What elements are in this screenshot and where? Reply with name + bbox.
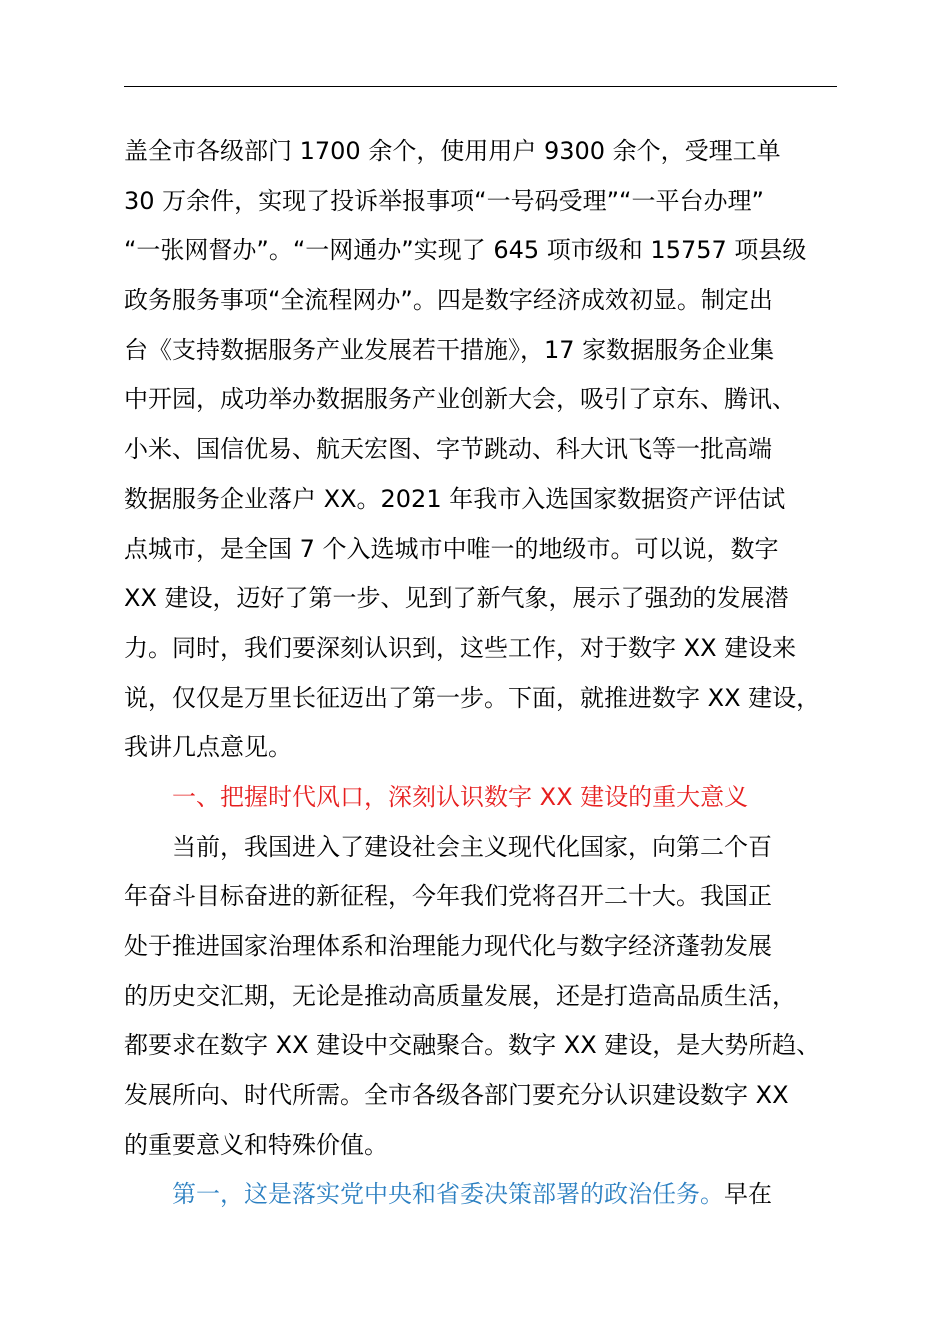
paragraph-line: 当前，我国进入了建设社会主义现代化国家，向第二个百 <box>172 832 772 861</box>
paragraph-line: 处于推进国家治理体系和治理能力现代化与数字经济蓬勃发展 <box>124 932 772 960</box>
paragraph-line: 点城市，是全国 7 个入选城市中唯一的地级市。可以说，数字 <box>124 534 779 563</box>
paragraph-line: 年奋斗目标奋进的新征程，今年我们党将召开二十大。我国正 <box>124 882 772 911</box>
paragraph-line: “一张网督办”。“一网通办”实现了 645 项市级和 15757 项县级 <box>124 236 807 265</box>
header-rule <box>124 86 837 87</box>
paragraph-continuation: 早在 <box>724 1180 772 1209</box>
paragraph-line: 发展所向、时代所需。全市各级各部门要充分认识建设数字 XX <box>124 1081 789 1110</box>
document-body <box>124 127 864 1220</box>
paragraph-line: 力。同时，我们要深刻认识到，这些工作，对于数字 XX 建设来 <box>124 633 797 662</box>
paragraph-line: 我讲几点意见。 <box>124 733 292 762</box>
paragraph-line: 30 万余件，实现了投诉举报事项“一号码受理”“一平台办理” <box>124 186 764 215</box>
subheading-text: 第一，这是落实党中央和省委决策部署的政治任务。 <box>172 1180 724 1209</box>
paragraph-line: XX 建设，迈好了第一步、见到了新气象，展示了强劲的发展潜 <box>124 584 789 613</box>
paragraph-line: 盖全市各级部门 1700 余个，使用用户 9300 余个，受理工单 <box>124 137 781 165</box>
paragraph-line: 政务服务事项“全流程网办”。四是数字经济成效初显。制定出 <box>124 286 773 315</box>
paragraph-line: 的历史交汇期，无论是推动高质量发展，还是打造高品质生活， <box>124 981 796 1010</box>
paragraph-line: 数据服务企业落户 XX。2021 年我市入选国家数据资产评估试 <box>124 484 786 513</box>
paragraph-line: 中开园，成功举办数据服务产业创新大会，吸引了京东、腾讯、 <box>124 385 796 414</box>
paragraph-line: 都要求在数字 XX 建设中交融聚合。数字 XX 建设，是大势所趋、 <box>124 1031 821 1060</box>
paragraph-line: 台《支持数据服务产业发展若干措施》，17 家数据服务企业集 <box>124 335 775 364</box>
paragraph-line: 的重要意义和特殊价值。 <box>124 1130 388 1159</box>
paragraph-line: 小米、国信优易、航天宏图、字节跳动、科大讯飞等一批高端 <box>124 435 772 464</box>
section-heading: 一、把握时代风口，深刻认识数字 XX 建设的重大意义 <box>172 782 749 811</box>
subheading-line <box>124 1170 864 1220</box>
paragraph-line: 说，仅仅是万里长征迈出了第一步。下面，就推进数字 XX 建设， <box>124 683 821 712</box>
